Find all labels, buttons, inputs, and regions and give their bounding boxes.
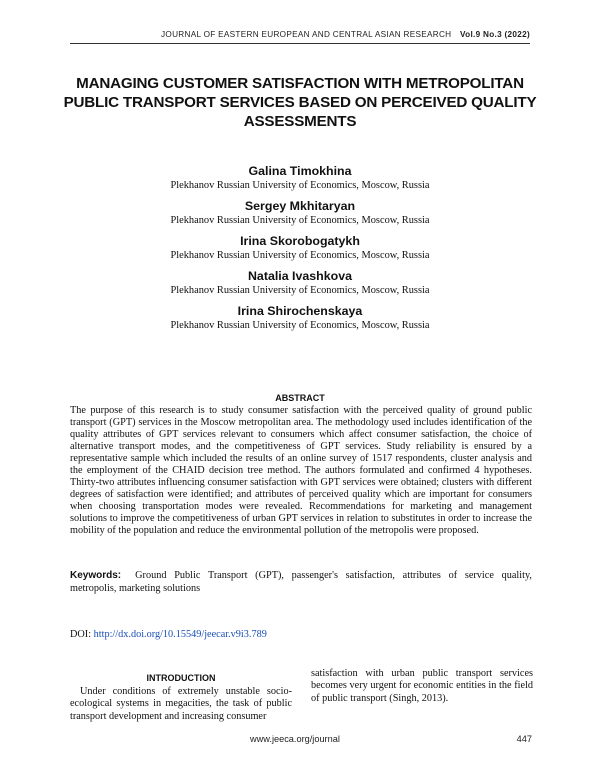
introduction-heading: INTRODUCTION [146,673,216,683]
author-list [60,164,540,339]
author-name: Irina Skorobogatykh [240,234,360,248]
doi-link[interactable]: http://dx.doi.org/10.15549/jeecar.v9i3.789 [93,629,267,640]
page-number: 447 [516,734,532,744]
running-header [70,30,530,44]
doi-line [70,629,267,640]
author-block [60,269,540,297]
author-block [60,164,540,192]
author-name: Natalia Ivashkova [247,269,352,283]
author-affiliation: Plekhanov Russian University of Economics, Moscow, Russia [170,285,430,296]
journal-name: JOURNAL OF EASTERN EUROPEAN AND CENTRAL ASIAN RESEARCH [161,30,452,39]
author-affiliation: Plekhanov Russian University of Economics, Moscow, Russia [170,180,430,191]
keywords-label: Keywords: [70,570,122,581]
author-block [60,304,540,332]
keywords-section [70,570,532,595]
right-column [311,668,533,705]
left-column [70,673,292,723]
abstract-heading: ABSTRACT [275,393,325,403]
introduction-paragraph: Under conditions of extremely unstable socio-ecological systems in megacities, the task of public transport development and increasing consumer [70,686,292,722]
author-block [60,234,540,262]
author-affiliation: Plekhanov Russian University of Economics, Moscow, Russia [170,215,430,226]
author-block [60,199,540,227]
author-name: Irina Shirochenskaya [237,304,363,318]
keywords-text: Ground Public Transport (GPT), passenger's satisfaction, attributes of service quality, metropolis, marketing solutions [70,570,532,594]
doi-label: DOI: [70,629,92,640]
author-name: Galina Timokhina [248,164,352,178]
introduction-continuation: satisfaction with urban public transport services becomes very urgent for economic entities in the field of public transport (Singh, 2013). [311,668,533,704]
author-name: Sergey Mkhitaryan [244,199,356,213]
page-footer [70,734,532,746]
volume-issue: Vol.9 No.3 (2022) [459,30,530,39]
author-affiliation: Plekhanov Russian University of Economics, Moscow, Russia [170,250,430,261]
paper-title: MANAGING CUSTOMER SATISFACTION WITH METROPOLITAN PUBLIC TRANSPORT SERVICES BASED ON PERCEIVED QUALITY ASSESSMENTS [63,75,537,130]
abstract-text: The purpose of this research is to study consumer satisfaction with the perceived quality of ground public transport (GPT) services in the Moscow metropolitan area. The methodology used includes identification of the quality attributes of GPT services relevant to consumers which affect consumer satisfaction, the choice of alternative transport modes, and the competitiveness of GPT services. Study reliability is ensured by a representative sample which included the results of an online survey of 1517 respondents, cluster analysis and the employment of the CHAID decision tree method. The authors formulated and confirmed 4 hypotheses. Thirty-two attributes influencing consumer satisfaction with GPT services were obtained; clusters with different degrees of satisfaction were identified; and attributes of perceived quality which are important for consumers when choosing transportation modes were revealed. Recommendations for marketing and management solutions to improve the competitiveness of urban GPT services in relation to substitutes in order to increase the mobility of the population and reduce the environmental pollution of the metropolis were proposed. [70,405,532,536]
footer-url: www.jeeca.org/journal [250,734,340,744]
author-affiliation: Plekhanov Russian University of Economics, Moscow, Russia [170,320,430,331]
